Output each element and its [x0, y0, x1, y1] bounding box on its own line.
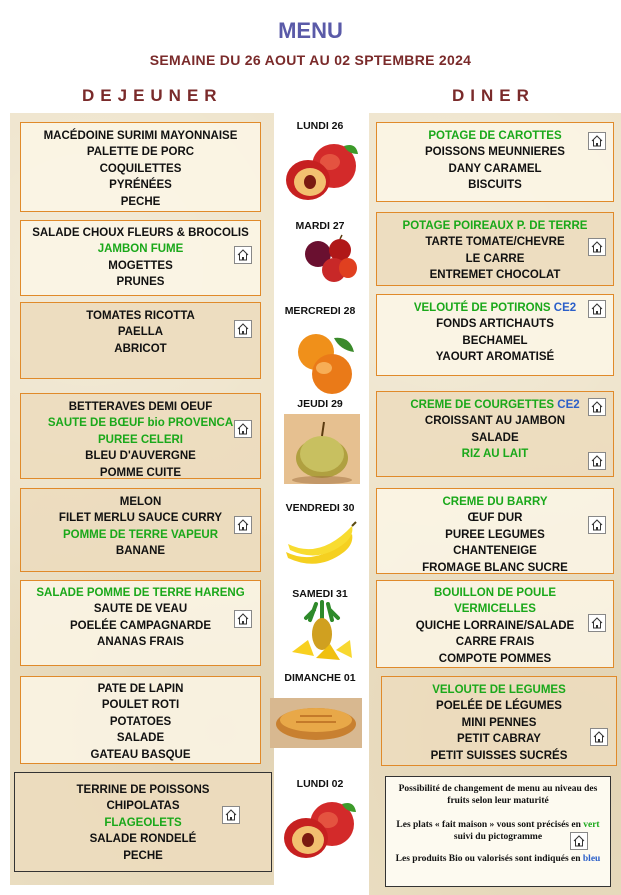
- pineapple-icon: [286, 600, 356, 666]
- menu-item: FONDS ARTICHAUTS: [436, 318, 554, 331]
- dinner-box-thursday29: [376, 391, 614, 477]
- menu-item: SAUTE DE VEAU: [93, 603, 188, 616]
- menu-item: POELÉE CAMPAGNARDE: [70, 619, 211, 632]
- lunch-box-friday30: [20, 488, 261, 572]
- menu-item: DANY CARAMEL: [448, 162, 542, 175]
- menu-item: BETTERAVES DEMI OEUF: [68, 401, 213, 413]
- menu-item-homemade: PUREE CELERI: [98, 433, 183, 446]
- note-maturity: Possibilité de changement de menu au niveau des fruits selon leur maturité: [398, 784, 598, 806]
- day-label: JEUDI 29: [297, 398, 343, 410]
- fait-maison-icon: [588, 516, 606, 534]
- menu-item: TARTE TOMATE/CHEVRE: [425, 236, 565, 249]
- day-label: DIMANCHE 01: [284, 672, 356, 684]
- menu-item-homemade: POTAGE DE CAROTTES: [428, 130, 562, 142]
- menu-item: TOMATES RICOTTA: [86, 310, 195, 322]
- fait-maison-icon: [234, 610, 252, 628]
- menu-item-homemade: POTAGE POIREAUX P. DE TERRE: [402, 220, 588, 232]
- dinner-box-friday30: [376, 488, 614, 574]
- menu-item: POTATOES: [109, 715, 172, 728]
- page-title: MENU: [278, 18, 343, 43]
- day-label: VENDREDI 30: [285, 502, 355, 514]
- menu-item-homemade: BOUILLON DE POULE: [433, 587, 557, 599]
- fait-maison-icon: [234, 420, 252, 438]
- menu-item: MACÉDOINE SURIMI MAYONNAISE: [43, 130, 238, 142]
- ce2-suffix: CE2: [553, 302, 577, 314]
- menu-item: TERRINE DE POISSONS: [76, 784, 210, 796]
- menu-item: BANANE: [115, 545, 166, 558]
- menu-item: PYRÉNÉES: [109, 179, 172, 192]
- menu-item: PALETTE DE PORC: [86, 146, 195, 159]
- menu-item-homemade: POMME DE TERRE VAPEUR: [62, 528, 219, 541]
- menu-item: CHANTENEIGE: [453, 545, 537, 558]
- fait-maison-icon: [588, 238, 606, 256]
- menu-item: GATEAU BASQUE: [90, 748, 191, 761]
- menu-item: SALADE: [471, 431, 519, 444]
- menu-item: SALADE CHOUX FLEURS & BROCOLIS: [32, 227, 249, 239]
- menu-item: QUICHE LORRAINE/SALADE: [415, 619, 575, 632]
- fait-maison-icon: [588, 300, 606, 318]
- fait-maison-icon: [234, 516, 252, 534]
- lunch-box-saturday31: [20, 580, 261, 666]
- dinner-box-tuesday27: [376, 212, 614, 286]
- menu-item: POELÉE DE LÉGUMES: [436, 700, 562, 713]
- fait-maison-icon: [588, 132, 606, 150]
- lunch-box-monday26: [20, 122, 261, 212]
- dinner-box-wednesday28: [376, 294, 614, 376]
- menu-item: BLEU D'AUVERGNE: [85, 450, 196, 463]
- menu-item: CARRE FRAIS: [455, 636, 535, 649]
- menu-item: ANANAS FRAIS: [97, 636, 184, 649]
- peach-icon: [282, 798, 358, 860]
- dinner-box-monday26: [376, 122, 614, 202]
- menu-item: PATE DE LAPIN: [97, 683, 184, 695]
- menu-item: POISSONS MEUNNIERES: [425, 146, 565, 159]
- menu-item-homemade: VELOUTÉ DE POTIRONS: [413, 302, 551, 314]
- menu-item: ENTREMET CHOCOLAT: [429, 269, 561, 282]
- note-homemade: Les plats « fait maison » vous sont précisés en vert suivi du pictogramme: [396, 820, 600, 842]
- menu-item-homemade: CREME DE COURGETTES: [410, 399, 555, 411]
- fait-maison-icon: [570, 832, 588, 850]
- day-label: LUNDI 02: [296, 778, 344, 790]
- apricot-icon: [294, 322, 358, 396]
- cake-icon: [270, 698, 362, 748]
- menu-item-homemade: VERMICELLES: [454, 603, 536, 616]
- day-label: SAMEDI 31: [292, 588, 348, 600]
- lunch-box-sunday01: [20, 676, 261, 764]
- day-label: MERCREDI 28: [284, 305, 356, 317]
- fait-maison-icon: [222, 806, 240, 824]
- bananas-icon: [282, 518, 358, 568]
- baked-apple-icon: [284, 414, 360, 484]
- menu-item: YAOURT AROMATISÉ: [435, 351, 555, 364]
- menu-item: CHIPOLATAS: [106, 800, 180, 813]
- day-label: LUNDI 26: [296, 120, 344, 132]
- dinner-box-saturday31: [376, 580, 614, 668]
- lunch-box-tuesday27: [20, 220, 261, 296]
- note-bio: Les produits Bio ou valorisés sont indiqués en bleu: [395, 854, 601, 864]
- menu-item: PETIT SUISSES SUCRÉS: [430, 749, 568, 762]
- fait-maison-icon: [588, 452, 606, 470]
- menu-item: SALADE: [116, 732, 165, 745]
- menu-item-homemade: FLAGEOLETS: [104, 816, 182, 829]
- lunch-box-thursday29: [20, 393, 261, 479]
- menu-item: CROISSANT AU JAMBON: [424, 415, 566, 428]
- menu-item: PAELLA: [117, 326, 164, 339]
- menu-item: PECHE: [120, 195, 161, 208]
- menu-item: PECHE: [123, 849, 163, 862]
- menu-item: PETIT CABRAY: [457, 733, 541, 746]
- menu-item: BECHAMEL: [462, 334, 528, 347]
- fait-maison-icon: [590, 728, 608, 746]
- dinner-header: DINER: [452, 86, 535, 105]
- menu-item: COQUILETTES: [99, 162, 182, 175]
- dinner-box-sunday01: [381, 676, 617, 766]
- menu-item: POMME CUITE: [99, 466, 182, 479]
- plums-icon: [300, 234, 360, 286]
- menu-item: BISCUITS: [468, 179, 522, 192]
- fait-maison-icon: [234, 246, 252, 264]
- menu-item: PUREE LEGUMES: [445, 528, 545, 541]
- menu-item-homemade: RIZ AU LAIT: [461, 448, 529, 461]
- menu-item: PRUNES: [116, 276, 165, 289]
- menu-item-homemade: SALADE POMME DE TERRE HARENG: [36, 587, 245, 599]
- fait-maison-icon: [588, 614, 606, 632]
- peach-icon: [284, 140, 360, 202]
- week-subtitle: SEMAINE DU 26 AOUT AU 02 SPTEMBRE 2024: [149, 52, 472, 68]
- fait-maison-icon: [234, 320, 252, 338]
- day-label: MARDI 27: [295, 220, 345, 232]
- menu-item-homemade: JAMBON FUME: [97, 243, 184, 256]
- menu-item: MOGETTES: [108, 259, 173, 272]
- menu-item: ABRICOT: [114, 342, 167, 355]
- menu-item: FILET MERLU SAUCE CURRY: [58, 512, 223, 525]
- menu-item: ŒUF DUR: [467, 512, 523, 525]
- fait-maison-icon: [588, 398, 606, 416]
- menu-item: LE CARRE: [465, 252, 525, 265]
- menu-item: MINI PENNES: [461, 716, 537, 729]
- ce2-suffix: CE2: [557, 399, 580, 411]
- menu-item: POULET ROTI: [101, 699, 180, 712]
- lunch-box-wednesday28: [20, 302, 261, 379]
- menu-item-homemade: VELOUTE DE LEGUMES: [432, 684, 566, 696]
- menu-item: FROMAGE BLANC SUCRE: [422, 561, 568, 574]
- menu-item: SALADE RONDELÉ: [89, 833, 197, 846]
- lunch-header: DEJEUNER: [82, 86, 223, 105]
- menu-item-homemade: CREME DU BARRY: [442, 496, 548, 508]
- menu-item: COMPOTE POMMES: [438, 652, 552, 665]
- menu-item-homemade: SAUTE DE BŒUF bio PROVENCA: [47, 417, 234, 430]
- menu-item: MELON: [119, 496, 162, 508]
